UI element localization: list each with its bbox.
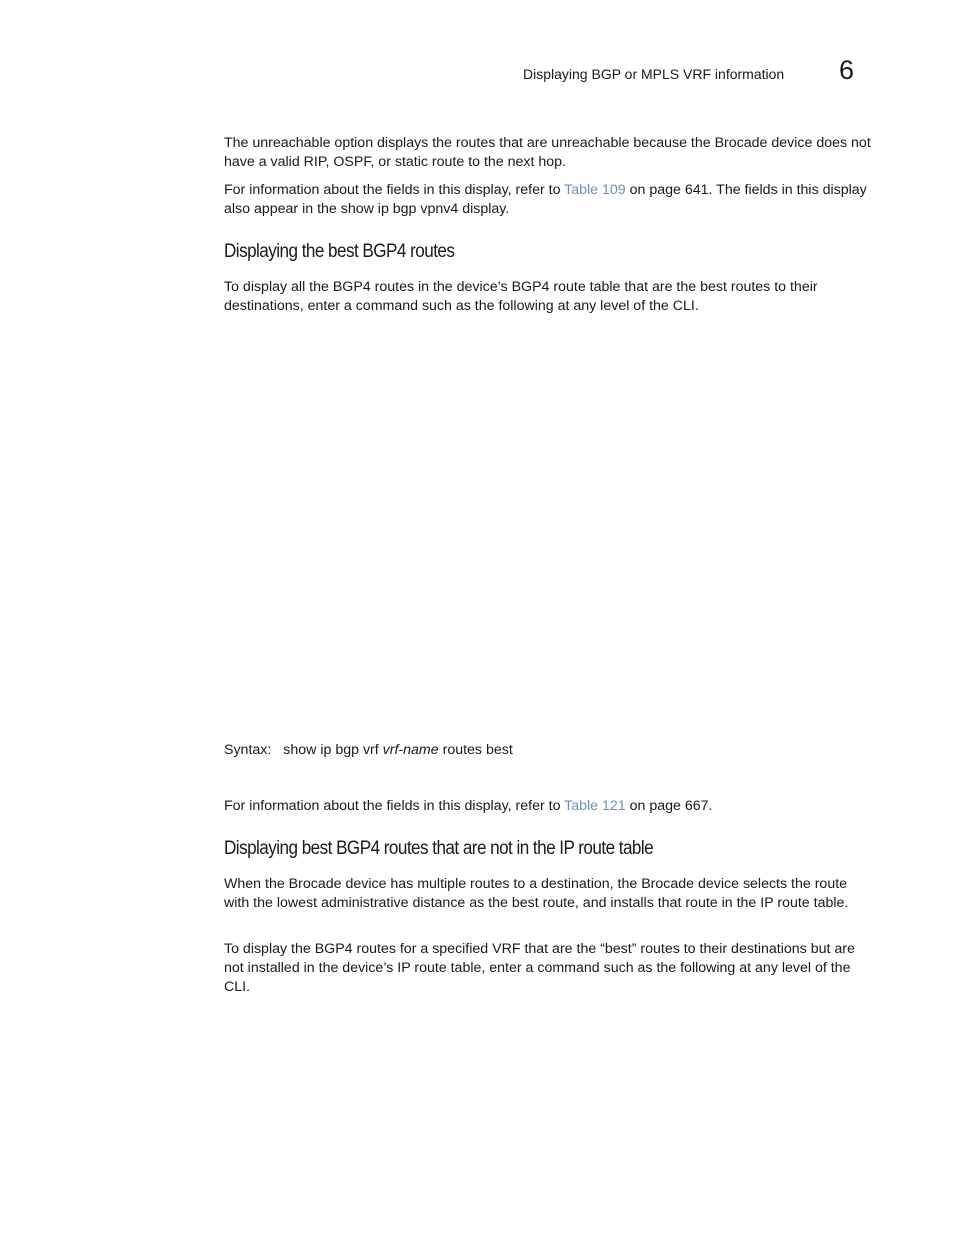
syntax-line — [224, 741, 513, 760]
best-fields-reference-paragraph — [224, 797, 872, 816]
best-routes-heading: Displaying the best BGP4 routes — [224, 241, 455, 262]
chapter-number: 6 — [839, 55, 855, 85]
text-segment: on page 641. The fields in this display also appear in the show ip bgp vpnv4 display. — [224, 182, 867, 217]
running-header-title: Displaying BGP or MPLS VRF information — [523, 66, 785, 82]
syntax-tail: routes best — [442, 742, 513, 758]
syntax-argument: vrf-name — [382, 742, 439, 758]
text-segment: on page 667. — [625, 798, 713, 814]
not-installed-paragraph: To display the BGP4 routes for a specified VRF that are the “best” routes to their destinations but are not installed in the device’s IP route table, enter a command such as the following at any level of the CLI. — [224, 941, 855, 995]
text-segment: For information about the fields in this display, refer to — [224, 182, 565, 198]
not-installed-heading: Displaying best BGP4 routes that are not in the IP route table — [224, 838, 654, 859]
multiple-routes-paragraph: When the Brocade device has multiple routes to a destination, the Brocade device selects the route with the lowest administrative distance as the best route, and installs that route in the IP route table. — [224, 876, 849, 911]
table-121-link[interactable]: Table 121 — [564, 798, 626, 814]
text-segment: For information about the fields in this display, refer to — [224, 798, 565, 814]
best-routes-paragraph: To display all the BGP4 routes in the device’s BGP4 route table that are the best routes to their destinations, enter a command such as the following at any level of the CLI. — [224, 279, 818, 314]
unreachable-paragraph: The unreachable option displays the routes that are unreachable because the Brocade device does not have a valid RIP, OSPF, or static route to the next hop. — [224, 135, 871, 170]
syntax-label: Syntax: — [224, 742, 272, 758]
syntax-command: show ip bgp vrf — [283, 742, 379, 758]
table-109-link[interactable]: Table 109 — [564, 182, 626, 198]
fields-reference-paragraph — [224, 181, 872, 219]
